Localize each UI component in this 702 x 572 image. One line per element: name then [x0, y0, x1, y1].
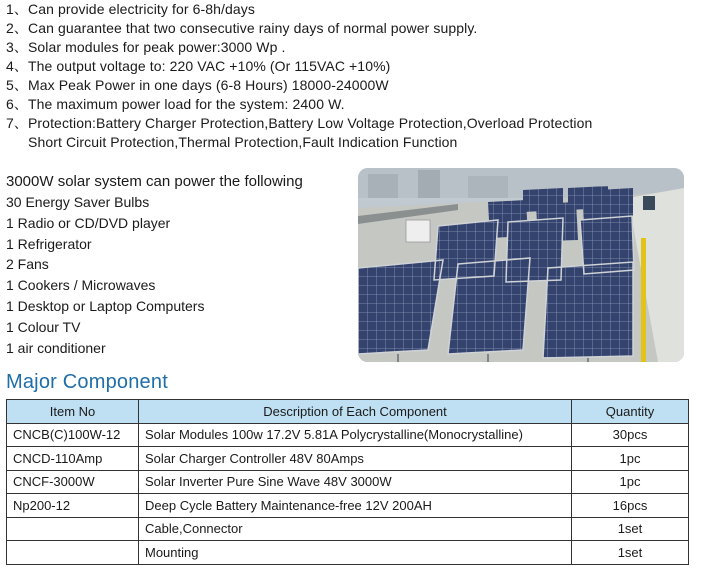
cell-description: Solar Modules 100w 17.2V 5.81A Polycrystalline(Monocrystalline): [139, 423, 572, 447]
feature-item: 6、The maximum power load for the system: 2400 W.: [6, 96, 345, 112]
table-row: [7, 447, 689, 471]
feature-item: 1、Can provide electricity for 6-8h/days: [6, 1, 256, 17]
table-row: [7, 494, 689, 518]
power-list: [6, 172, 351, 358]
table-row: [7, 423, 689, 447]
cell-quantity: 1set: [572, 517, 689, 541]
table-header-row: [7, 400, 689, 424]
power-list-item: 1 air conditioner: [6, 339, 106, 356]
feature-item: 5、Max Peak Power in one days (6-8 Hours) 18000-24000W: [6, 77, 389, 93]
component-table: [6, 399, 689, 565]
power-list-item: 1 Desktop or Laptop Computers: [6, 297, 205, 314]
power-list-title: 3000W solar system can power the following: [6, 173, 303, 190]
cell-quantity: 30pcs: [572, 423, 689, 447]
column-header-item-no: Item No: [7, 400, 139, 424]
cell-quantity: 1set: [572, 541, 689, 565]
power-list-item: 30 Energy Saver Bulbs: [6, 194, 150, 210]
feature-item: 2、Can guarantee that two consecutive rainy days of normal power supply.: [6, 20, 478, 36]
feature-item-continuation: Short Circuit Protection,Thermal Protection,Fault Indication Function: [28, 134, 458, 150]
table-row: [7, 470, 689, 494]
feature-item: 7、Protection:Battery Charger Protection,Battery Low Voltage Protection,Overload Protection: [6, 115, 593, 131]
cell-quantity: 1pc: [572, 470, 689, 494]
power-list-item: 1 Refrigerator: [6, 235, 92, 252]
feature-list: [6, 0, 696, 152]
feature-item: 3、Solar modules for peak power:3000 Wp .: [6, 39, 286, 55]
column-header-quantity: Quantity: [572, 400, 689, 424]
cell-item-no: [7, 517, 139, 541]
cell-description: Cable,Connector: [139, 517, 572, 541]
cell-description: Solar Inverter Pure Sine Wave 48V 3000W: [139, 470, 572, 494]
solar-panel-photo: [358, 168, 684, 362]
cell-item-no: CNCD-110Amp: [7, 447, 139, 471]
cell-description: Deep Cycle Battery Maintenance-free 12V 200AH: [139, 494, 572, 518]
cell-item-no: Np200-12: [7, 494, 139, 518]
cell-quantity: 1pc: [572, 447, 689, 471]
section-title-major-component: Major Component: [6, 371, 168, 393]
table-row: [7, 541, 689, 565]
column-header-description: Description of Each Component: [139, 400, 572, 424]
power-list-item: 2 Fans: [6, 256, 49, 273]
cell-quantity: 16pcs: [572, 494, 689, 518]
cell-description: Mounting: [139, 541, 572, 565]
power-list-item: 1 Radio or CD/DVD player: [6, 214, 171, 231]
cell-item-no: CNCF-3000W: [7, 470, 139, 494]
cell-item-no: CNCB(C)100W-12: [7, 423, 139, 447]
feature-item: 4、The output voltage to: 220 VAC +10% (Or 115VAC +10%): [6, 58, 391, 74]
cell-description: Solar Charger Controller 48V 80Amps: [139, 447, 572, 471]
power-list-item: 1 Cookers / Microwaves: [6, 277, 156, 294]
table-row: [7, 517, 689, 541]
power-list-item: 1 Colour TV: [6, 318, 81, 335]
cell-item-no: [7, 541, 139, 565]
